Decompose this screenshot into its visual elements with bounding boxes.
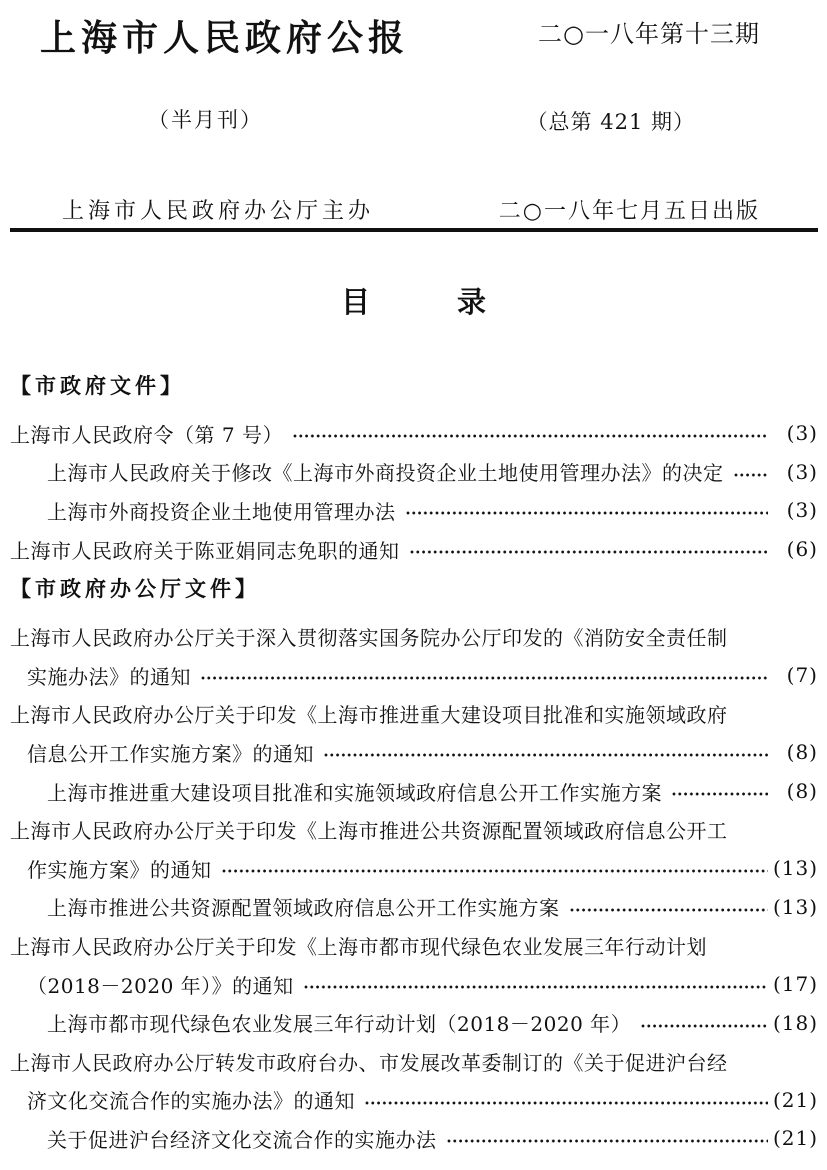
dot-leader [405,500,769,520]
dot-leader [292,423,768,443]
toc-entry-title: 上海市人民政府办公厅转发市政府台办、市发展改革委制订的《关于促进沪台经 [10,1050,728,1075]
toc-entry-page: (3) [786,459,818,484]
toc-entry-page: (8) [786,740,818,765]
dot-leader [364,1090,768,1110]
toc-entry [10,849,818,888]
toc-entry [10,530,818,569]
dot-leader [323,742,768,762]
toc-entry [10,1119,818,1158]
toc-entry-title: 关于促进沪台经济文化交流合作的实施办法 [47,1127,437,1152]
toc-entry-title: （2018－2020 年）》的通知 [27,973,294,998]
dot-leader [569,897,769,917]
toc-entry [10,1081,818,1120]
toc-entry-title: 上海市人民政府办公厅关于深入贯彻落实国务院办公厅印发的《消防安全责任制 [10,626,728,651]
dot-leader [303,974,768,994]
toc-entry-page: (13) [772,856,818,881]
toc-entry [10,453,818,492]
toc-entry-title: 上海市人民政府办公厅关于印发《上海市都市现代绿色农业发展三年行动计划 [10,934,707,959]
publisher-line: 上海市人民政府办公厅主办 [62,199,375,224]
toc-entry [10,888,818,927]
toc-entry [10,1042,818,1081]
toc-entry-title: 作实施方案》的通知 [27,857,212,882]
toc-entry [10,965,818,1004]
toc-entry-page: (17) [772,972,818,997]
toc-entry-page: (13) [772,894,818,919]
cumulative-issue: （总第 421 期） [526,110,695,134]
masthead-divider [10,228,818,232]
toc-section-heading: 【市政府文件】 [10,373,185,398]
toc-entry-title: 上海市推进公共资源配置领域政府信息公开工作实施方案 [47,896,560,921]
toc-entry-title: 上海市人民政府关于修改《上海市外商投资企业土地使用管理办法》的决定 [47,461,724,486]
masthead [0,0,827,232]
toc-entry-page: (3) [786,421,818,446]
publish-date: 二○一八年七月五日出版 [498,199,760,224]
dot-leader [221,858,769,878]
toc-entry [10,733,818,772]
toc-entry-title: 上海市人民政府办公厅关于印发《上海市推进重大建设项目批准和实施领域政府 [10,703,728,728]
toc-entry [10,1003,818,1042]
dot-leader [640,1013,768,1033]
toc-entry-title: 上海市人民政府办公厅关于印发《上海市推进公共资源配置领域政府信息公开工 [10,819,728,844]
table-of-contents [0,373,827,1158]
toc-entry-title: 上海市人民政府令（第 7 号） [10,422,283,447]
toc-entry-page: (18) [772,1010,818,1035]
toc-section-heading: 【市政府办公厅文件】 [10,576,260,602]
toc-entry-page: (8) [786,779,818,804]
toc-entry [10,491,818,530]
toc-entry [10,656,818,695]
toc-heading: 目 录 [340,285,486,319]
toc-entry [10,414,818,453]
dot-leader [733,462,769,482]
toc-entry [10,695,818,734]
toc-entry-page: (21) [772,1087,818,1112]
dot-leader [409,539,769,559]
toc-entry [10,926,818,965]
toc-entry-page: (7) [786,663,818,688]
toc-entry [10,617,818,656]
toc-entry-title: 济文化交流合作的实施办法》的通知 [27,1089,355,1114]
toc-entry-title: 上海市人民政府关于陈亚娟同志免职的通知 [10,538,400,563]
dot-leader [446,1128,769,1148]
toc-entry-title: 信息公开工作实施方案》的通知 [27,741,314,766]
toc-entry [10,772,818,811]
toc-entry-title: 实施办法》的通知 [27,664,191,689]
issue-number: 二○一八年第十三期 [538,20,760,48]
toc-entry [10,810,818,849]
toc-entry-title: 上海市外商投资企业土地使用管理办法 [47,499,396,524]
toc-entry-page: (21) [772,1126,818,1151]
toc-entry-page: (6) [786,537,818,562]
periodicity-label: （半月刊） [148,108,263,132]
gazette-title: 上海市人民政府公报 [40,17,410,59]
dot-leader [671,781,768,801]
toc-entry-page: (3) [786,498,818,523]
toc-entry-title: 上海市推进重大建设项目批准和实施领域政府信息公开工作实施方案 [47,780,662,805]
dot-leader [200,665,768,685]
toc-entry-title: 上海市都市现代绿色农业发展三年行动计划（2018－2020 年） [47,1012,632,1037]
